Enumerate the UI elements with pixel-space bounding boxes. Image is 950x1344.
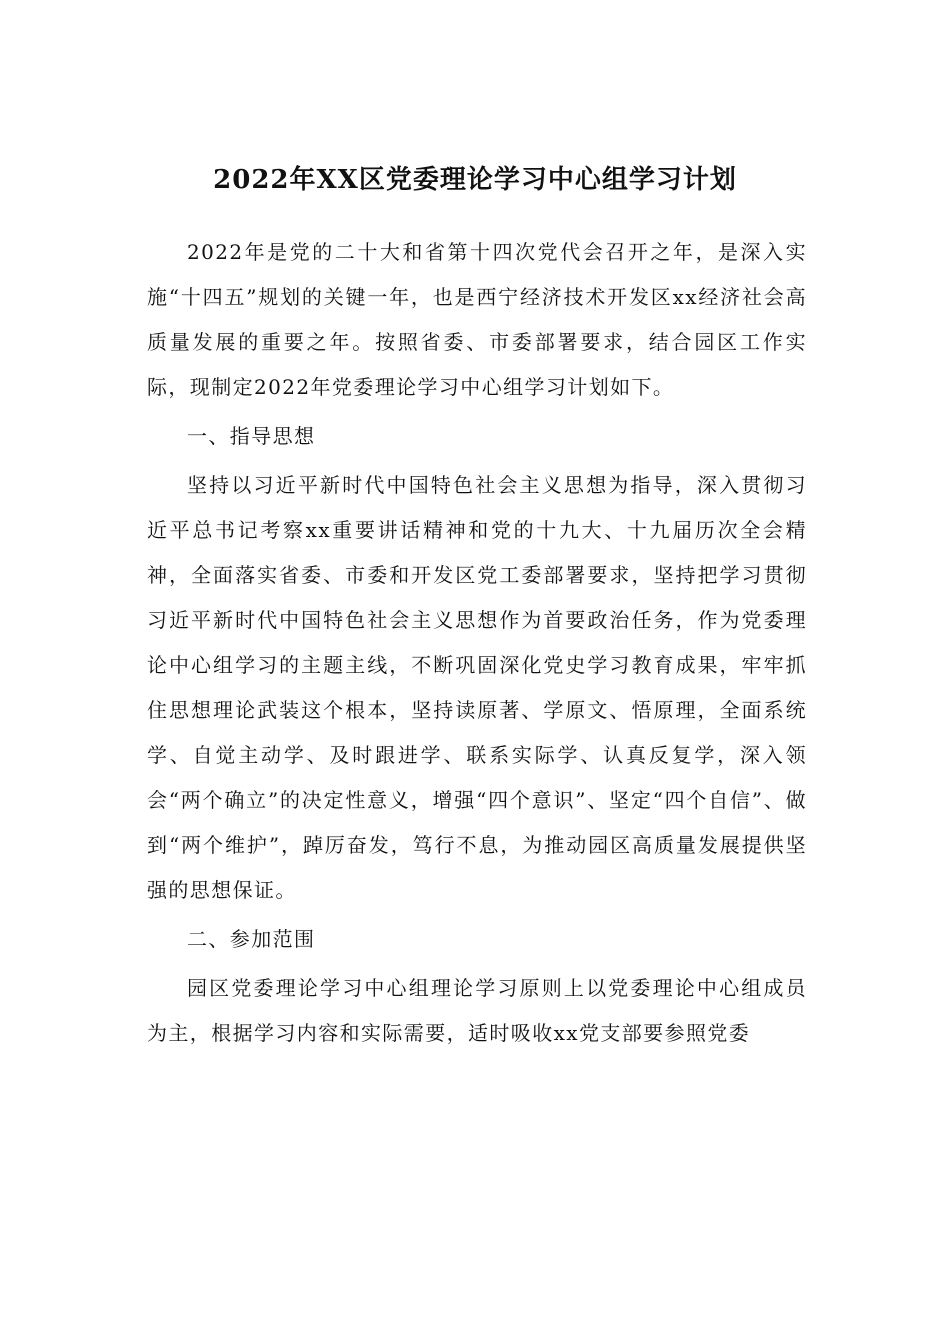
section-heading-guiding-thought: 一、指导思想 xyxy=(187,424,316,448)
section-body-guiding-thought: 坚持以习近平新时代中国特色社会主义思想为指导，深入贯彻习近平总书记考察xx重要讲话精神和党的十九大、十九届历次全会精神，全面落实省委、市委和开发区党工委部署要求，坚持把学习贯彻习近平新时代中国特色社会主义思想作为首要政治任务，作为党委理论中心组学习的主题主线，不断巩固深化党史学习教育成果，牢牢抓住思想理论武装这个根本，坚持读原著、学原文、悟原理，全面系统学、自觉主动学、及时跟进学、联系实际学、认真反复学，深入领会“两个确立”的决定性意义，增强“四个意识”、坚定“四个自信”、做到“两个维护”，踔厉奋发，笃行不息，为推动园区高质量发展提供坚强的思想保证。 xyxy=(147,473,807,902)
document-body xyxy=(147,230,807,1056)
section-heading-scope: 二、参加范围 xyxy=(187,927,316,951)
document-title: 2022年XX区党委理论学习中心组学习计划 xyxy=(213,165,737,195)
intro-paragraph: 2022年是党的二十大和省第十四次党代会召开之年，是深入实施“十四五”规划的关键一年，也是西宁经济技术开发区xx经济社会高质量发展的重要之年。按照省委、市委部署要求，结合园区工作实际，现制定2022年党委理论学习中心组学习计划如下。 xyxy=(147,240,807,399)
section-body-scope: 园区党委理论学习中心组理论学习原则上以党委理论中心组成员为主，根据学习内容和实际需要，适时吸收xx党支部要参照党委 xyxy=(147,976,807,1045)
